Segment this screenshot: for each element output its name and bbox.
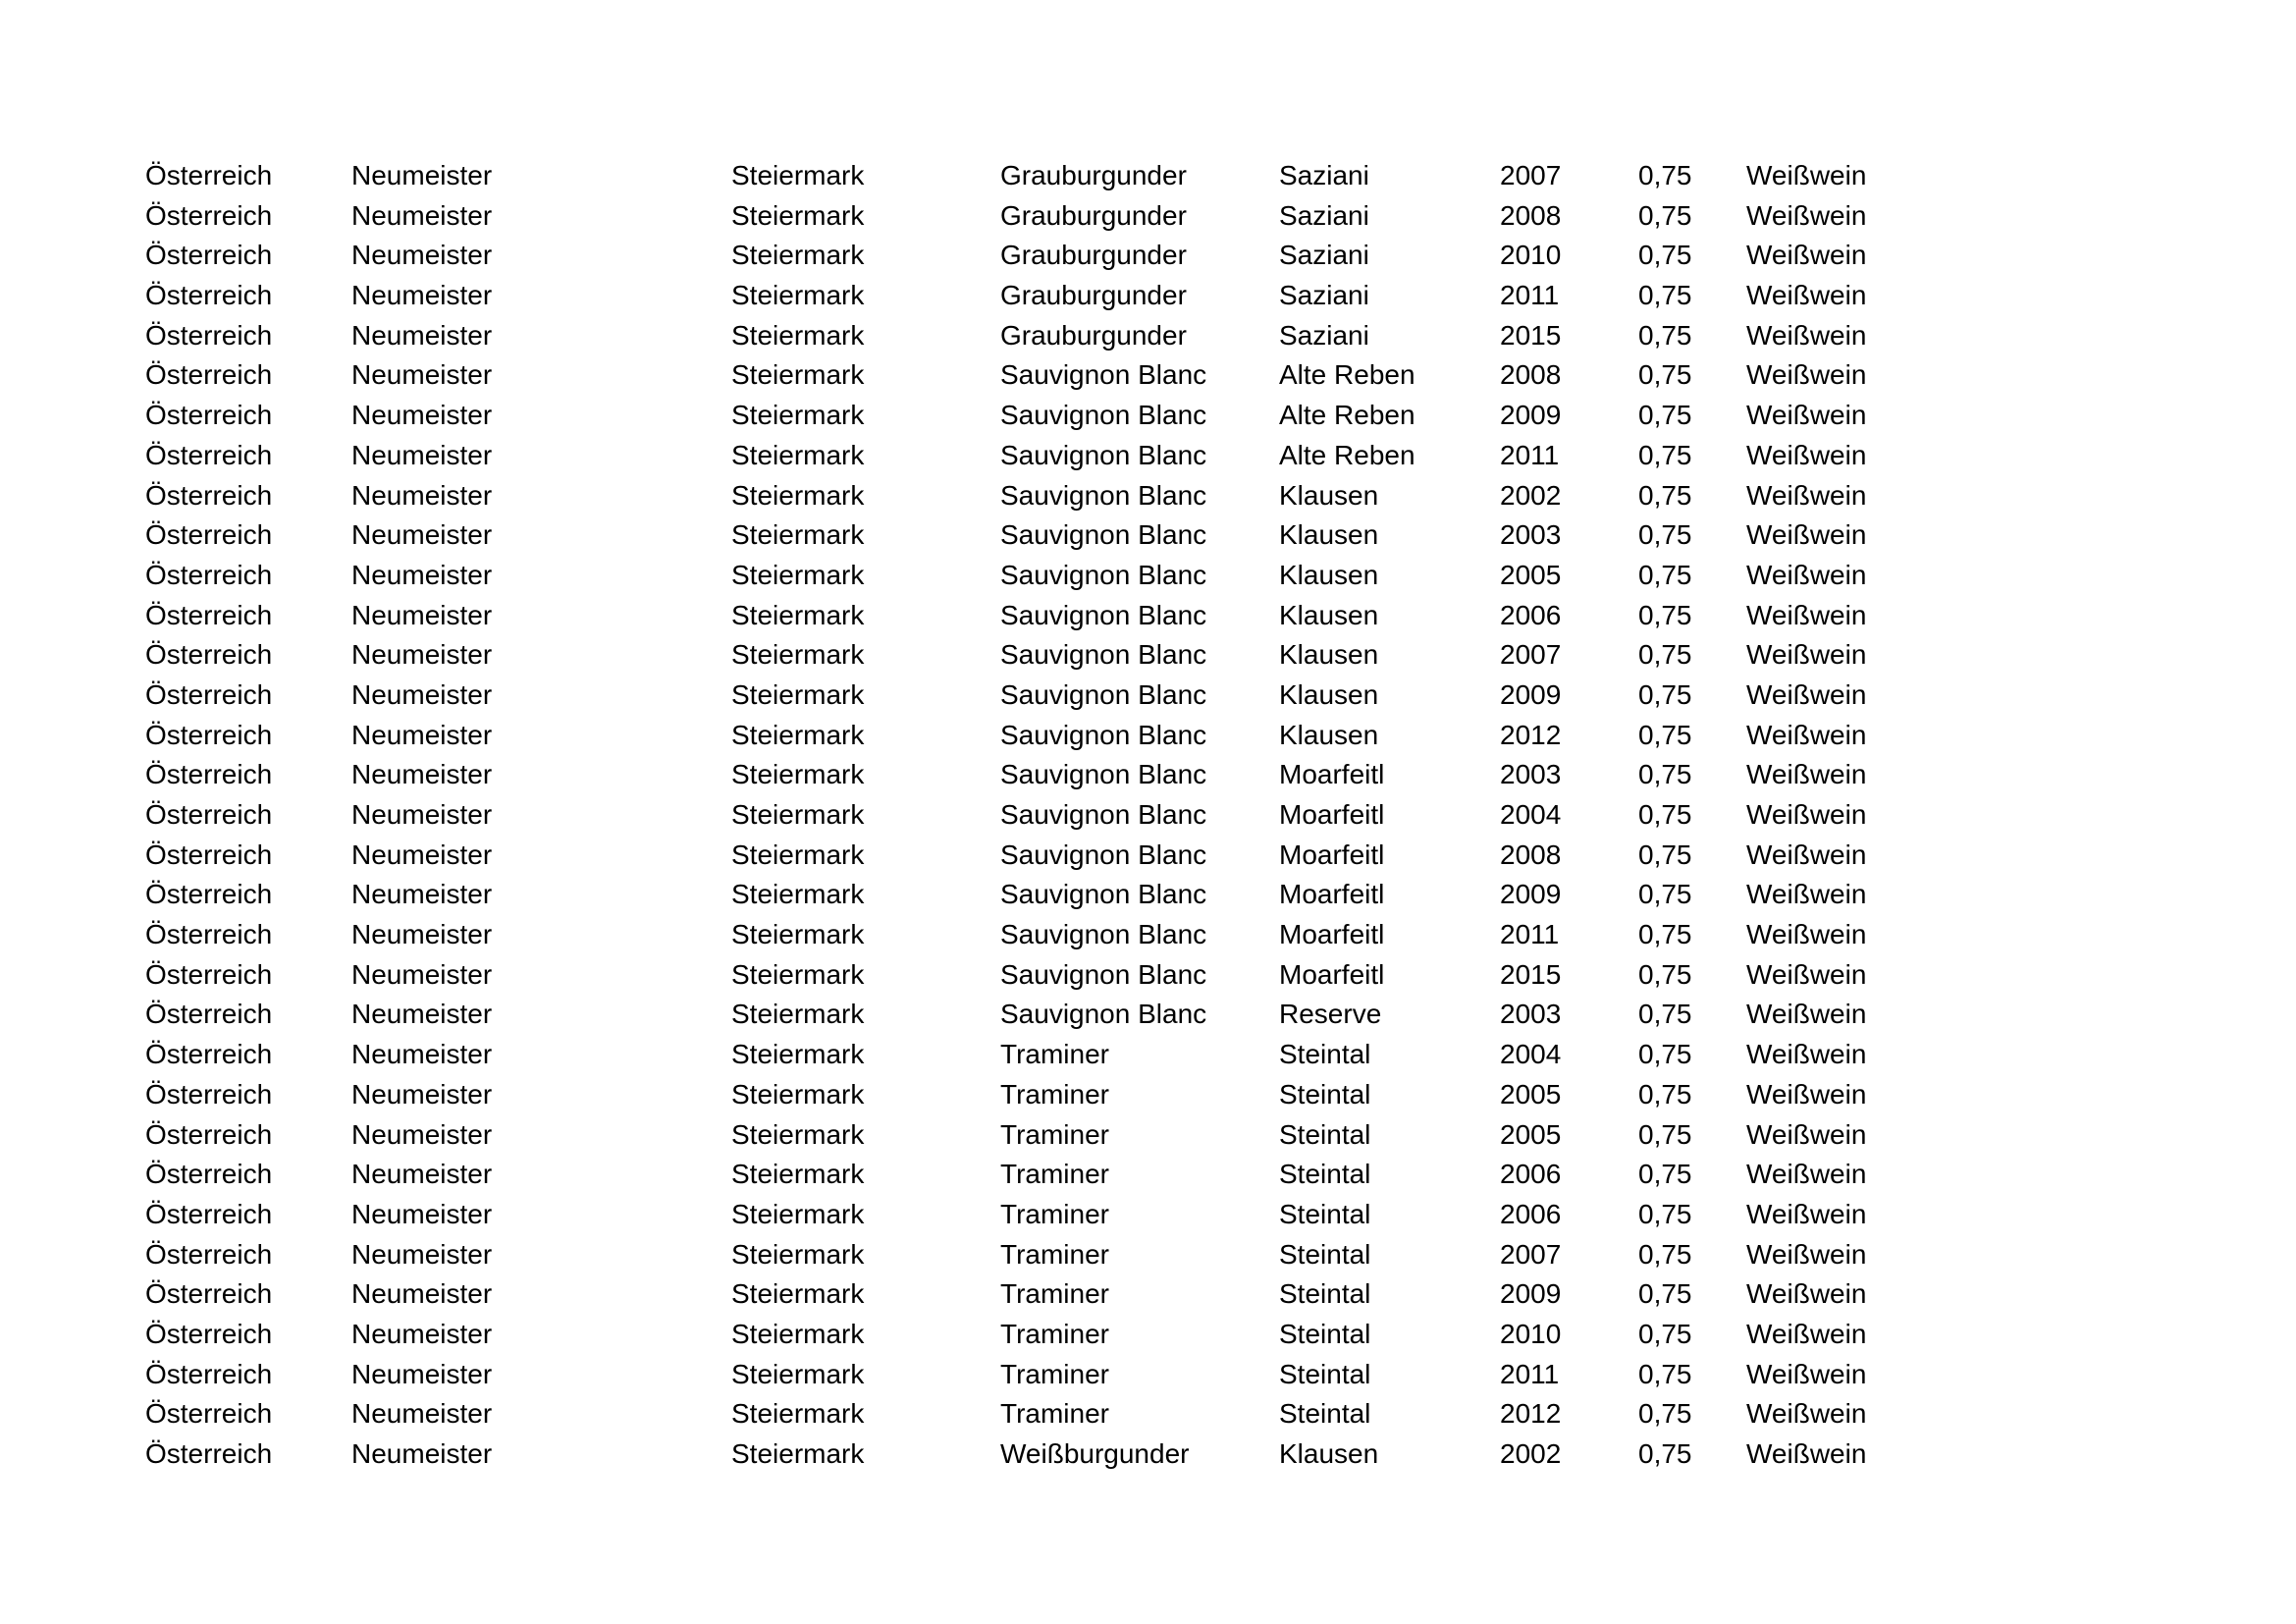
vineyard-cell: Klausen <box>1279 519 1379 551</box>
vintage-cell: 2015 <box>1500 319 1562 351</box>
country-cell: Österreich <box>145 1039 273 1070</box>
grape-variety-cell: Sauvignon Blanc <box>1000 759 1207 790</box>
vineyard-cell: Steintal <box>1279 1238 1371 1270</box>
producer-cell: Neumeister <box>351 1278 493 1310</box>
wine-type-cell: Weißwein <box>1746 1039 1867 1070</box>
vintage-cell: 2006 <box>1500 599 1562 630</box>
region-cell: Steiermark <box>731 160 865 190</box>
table-row <box>145 955 2010 996</box>
table-row <box>145 596 2010 636</box>
grape-variety-cell: Traminer <box>1000 1318 1109 1349</box>
wine-type-cell: Weißwein <box>1746 1159 1867 1190</box>
wine-type-cell: Weißwein <box>1746 559 1867 590</box>
country-cell: Österreich <box>145 1318 273 1349</box>
producer-cell: Neumeister <box>351 999 493 1030</box>
region-cell: Steiermark <box>731 1159 865 1190</box>
producer-cell: Neumeister <box>351 1198 493 1229</box>
vineyard-cell: Klausen <box>1279 639 1379 671</box>
region-cell: Steiermark <box>731 999 865 1030</box>
country-cell: Österreich <box>145 678 273 710</box>
region-cell: Steiermark <box>731 1318 865 1349</box>
vineyard-cell: Klausen <box>1279 559 1379 590</box>
vineyard-cell: Steintal <box>1279 1398 1371 1430</box>
producer-cell: Neumeister <box>351 639 493 671</box>
wine-type-cell: Weißwein <box>1746 479 1867 511</box>
grape-variety-cell: Sauvignon Blanc <box>1000 879 1207 910</box>
vineyard-cell: Steintal <box>1279 1198 1371 1229</box>
country-cell: Österreich <box>145 1278 273 1310</box>
bottle-size-cell: 0,75 <box>1638 519 1692 551</box>
producer-cell: Neumeister <box>351 919 493 950</box>
producer-cell: Neumeister <box>351 400 493 431</box>
bottle-size-cell: 0,75 <box>1638 719 1692 750</box>
grape-variety-cell: Traminer <box>1000 1159 1109 1190</box>
producer-cell: Neumeister <box>351 759 493 790</box>
table-row <box>145 1115 2010 1156</box>
vintage-cell: 2008 <box>1500 359 1562 391</box>
table-row <box>145 676 2010 716</box>
producer-cell: Neumeister <box>351 719 493 750</box>
vineyard-cell: Moarfeitl <box>1279 879 1385 910</box>
bottle-size-cell: 0,75 <box>1638 479 1692 511</box>
vintage-cell: 2009 <box>1500 1278 1562 1310</box>
producer-cell: Neumeister <box>351 1078 493 1110</box>
producer-cell: Neumeister <box>351 839 493 870</box>
bottle-size-cell: 0,75 <box>1638 1358 1692 1389</box>
wine-type-cell: Weißwein <box>1746 240 1867 271</box>
producer-cell: Neumeister <box>351 319 493 351</box>
grape-variety-cell: Traminer <box>1000 1398 1109 1430</box>
wine-type-cell: Weißwein <box>1746 1278 1867 1310</box>
grape-variety-cell: Traminer <box>1000 1278 1109 1310</box>
region-cell: Steiermark <box>731 400 865 431</box>
producer-cell: Neumeister <box>351 799 493 830</box>
wine-type-cell: Weißwein <box>1746 678 1867 710</box>
region-cell: Steiermark <box>731 958 865 990</box>
grape-variety-cell: Sauvignon Blanc <box>1000 639 1207 671</box>
vineyard-cell: Moarfeitl <box>1279 839 1385 870</box>
bottle-size-cell: 0,75 <box>1638 839 1692 870</box>
bottle-size-cell: 0,75 <box>1638 1198 1692 1229</box>
wine-type-cell: Weißwein <box>1746 1398 1867 1430</box>
vintage-cell: 2015 <box>1500 958 1562 990</box>
country-cell: Österreich <box>145 759 273 790</box>
bottle-size-cell: 0,75 <box>1638 400 1692 431</box>
vineyard-cell: Saziani <box>1279 199 1369 231</box>
wine-type-cell: Weißwein <box>1746 639 1867 671</box>
table-row <box>145 1315 2010 1355</box>
country-cell: Österreich <box>145 1159 273 1190</box>
country-cell: Österreich <box>145 439 273 470</box>
country-cell: Österreich <box>145 559 273 590</box>
bottle-size-cell: 0,75 <box>1638 1159 1692 1190</box>
wine-type-cell: Weißwein <box>1746 280 1867 311</box>
region-cell: Steiermark <box>731 1398 865 1430</box>
table-row <box>145 515 2010 556</box>
region-cell: Steiermark <box>731 639 865 671</box>
producer-cell: Neumeister <box>351 599 493 630</box>
bottle-size-cell: 0,75 <box>1638 919 1692 950</box>
bottle-size-cell: 0,75 <box>1638 1398 1692 1430</box>
wine-type-cell: Weißwein <box>1746 1318 1867 1349</box>
vintage-cell: 2005 <box>1500 559 1562 590</box>
vintage-cell: 2010 <box>1500 1318 1562 1349</box>
region-cell: Steiermark <box>731 719 865 750</box>
country-cell: Österreich <box>145 240 273 271</box>
country-cell: Österreich <box>145 1198 273 1229</box>
vineyard-cell: Steintal <box>1279 1159 1371 1190</box>
wine-type-cell: Weißwein <box>1746 400 1867 431</box>
vintage-cell: 2003 <box>1500 519 1562 551</box>
region-cell: Steiermark <box>731 1238 865 1270</box>
country-cell: Österreich <box>145 999 273 1030</box>
vintage-cell: 2002 <box>1500 1438 1562 1469</box>
table-row <box>145 396 2010 436</box>
grape-variety-cell: Grauburgunder <box>1000 319 1187 351</box>
region-cell: Steiermark <box>731 1118 865 1150</box>
table-row <box>145 196 2010 237</box>
region-cell: Steiermark <box>731 1078 865 1110</box>
grape-variety-cell: Traminer <box>1000 1118 1109 1150</box>
vineyard-cell: Steintal <box>1279 1318 1371 1349</box>
grape-variety-cell: Sauvignon Blanc <box>1000 400 1207 431</box>
wine-type-cell: Weißwein <box>1746 1198 1867 1229</box>
country-cell: Österreich <box>145 599 273 630</box>
vineyard-cell: Klausen <box>1279 479 1379 511</box>
table-row <box>145 156 2010 196</box>
producer-cell: Neumeister <box>351 199 493 231</box>
vineyard-cell: Saziani <box>1279 160 1369 190</box>
vineyard-cell: Klausen <box>1279 1438 1379 1469</box>
wine-type-cell: Weißwein <box>1746 319 1867 351</box>
table-row <box>145 1035 2010 1075</box>
region-cell: Steiermark <box>731 199 865 231</box>
country-cell: Österreich <box>145 199 273 231</box>
country-cell: Österreich <box>145 1358 273 1389</box>
vineyard-cell: Klausen <box>1279 678 1379 710</box>
producer-cell: Neumeister <box>351 1118 493 1150</box>
region-cell: Steiermark <box>731 479 865 511</box>
country-cell: Österreich <box>145 160 273 190</box>
table-row <box>145 716 2010 756</box>
region-cell: Steiermark <box>731 1278 865 1310</box>
table-row <box>145 436 2010 476</box>
bottle-size-cell: 0,75 <box>1638 160 1692 190</box>
vineyard-cell: Moarfeitl <box>1279 919 1385 950</box>
region-cell: Steiermark <box>731 319 865 351</box>
bottle-size-cell: 0,75 <box>1638 559 1692 590</box>
bottle-size-cell: 0,75 <box>1638 439 1692 470</box>
grape-variety-cell: Grauburgunder <box>1000 280 1187 311</box>
bottle-size-cell: 0,75 <box>1638 1039 1692 1070</box>
producer-cell: Neumeister <box>351 1039 493 1070</box>
country-cell: Österreich <box>145 1078 273 1110</box>
region-cell: Steiermark <box>731 839 865 870</box>
country-cell: Österreich <box>145 479 273 511</box>
wine-type-cell: Weißwein <box>1746 599 1867 630</box>
table-row <box>145 316 2010 356</box>
bottle-size-cell: 0,75 <box>1638 280 1692 311</box>
vintage-cell: 2009 <box>1500 400 1562 431</box>
bottle-size-cell: 0,75 <box>1638 1078 1692 1110</box>
wine-type-cell: Weißwein <box>1746 839 1867 870</box>
vineyard-cell: Klausen <box>1279 719 1379 750</box>
bottle-size-cell: 0,75 <box>1638 240 1692 271</box>
producer-cell: Neumeister <box>351 439 493 470</box>
wine-type-cell: Weißwein <box>1746 958 1867 990</box>
wine-type-cell: Weißwein <box>1746 759 1867 790</box>
vineyard-cell: Steintal <box>1279 1358 1371 1389</box>
wine-type-cell: Weißwein <box>1746 1358 1867 1389</box>
country-cell: Österreich <box>145 919 273 950</box>
grape-variety-cell: Traminer <box>1000 1238 1109 1270</box>
vineyard-cell: Saziani <box>1279 319 1369 351</box>
table-row <box>145 635 2010 676</box>
bottle-size-cell: 0,75 <box>1638 199 1692 231</box>
vintage-cell: 2011 <box>1500 280 1560 311</box>
grape-variety-cell: Traminer <box>1000 1198 1109 1229</box>
wine-type-cell: Weißwein <box>1746 919 1867 950</box>
grape-variety-cell: Sauvignon Blanc <box>1000 919 1207 950</box>
table-row <box>145 556 2010 596</box>
region-cell: Steiermark <box>731 599 865 630</box>
table-row <box>145 476 2010 516</box>
vineyard-cell: Moarfeitl <box>1279 958 1385 990</box>
grape-variety-cell: Traminer <box>1000 1078 1109 1110</box>
table-row <box>145 355 2010 396</box>
region-cell: Steiermark <box>731 678 865 710</box>
producer-cell: Neumeister <box>351 519 493 551</box>
table-row <box>145 795 2010 836</box>
producer-cell: Neumeister <box>351 1159 493 1190</box>
country-cell: Österreich <box>145 639 273 671</box>
region-cell: Steiermark <box>731 759 865 790</box>
producer-cell: Neumeister <box>351 879 493 910</box>
bottle-size-cell: 0,75 <box>1638 319 1692 351</box>
producer-cell: Neumeister <box>351 678 493 710</box>
vintage-cell: 2012 <box>1500 719 1562 750</box>
grape-variety-cell: Sauvignon Blanc <box>1000 599 1207 630</box>
vineyard-cell: Alte Reben <box>1279 359 1415 391</box>
wine-type-cell: Weißwein <box>1746 359 1867 391</box>
vintage-cell: 2008 <box>1500 839 1562 870</box>
country-cell: Österreich <box>145 519 273 551</box>
table-row <box>145 1235 2010 1275</box>
vintage-cell: 2004 <box>1500 1039 1562 1070</box>
vintage-cell: 2005 <box>1500 1078 1562 1110</box>
bottle-size-cell: 0,75 <box>1638 759 1692 790</box>
grape-variety-cell: Sauvignon Blanc <box>1000 719 1207 750</box>
vineyard-cell: Alte Reben <box>1279 439 1415 470</box>
bottle-size-cell: 0,75 <box>1638 879 1692 910</box>
country-cell: Österreich <box>145 1238 273 1270</box>
producer-cell: Neumeister <box>351 958 493 990</box>
vineyard-cell: Steintal <box>1279 1278 1371 1310</box>
vintage-cell: 2003 <box>1500 999 1562 1030</box>
region-cell: Steiermark <box>731 519 865 551</box>
producer-cell: Neumeister <box>351 359 493 391</box>
table-row <box>145 995 2010 1035</box>
grape-variety-cell: Grauburgunder <box>1000 160 1187 190</box>
country-cell: Österreich <box>145 879 273 910</box>
bottle-size-cell: 0,75 <box>1638 1238 1692 1270</box>
table-row <box>145 755 2010 795</box>
region-cell: Steiermark <box>731 1198 865 1229</box>
country-cell: Österreich <box>145 1118 273 1150</box>
table-row <box>145 915 2010 955</box>
vineyard-cell: Alte Reben <box>1279 400 1415 431</box>
table-row <box>145 1075 2010 1115</box>
vintage-cell: 2009 <box>1500 678 1562 710</box>
bottle-size-cell: 0,75 <box>1638 958 1692 990</box>
vintage-cell: 2012 <box>1500 1398 1562 1430</box>
producer-cell: Neumeister <box>351 1318 493 1349</box>
vineyard-cell: Moarfeitl <box>1279 799 1385 830</box>
vintage-cell: 2011 <box>1500 1358 1560 1389</box>
wine-type-cell: Weißwein <box>1746 160 1867 190</box>
table-row <box>145 1274 2010 1315</box>
region-cell: Steiermark <box>731 1039 865 1070</box>
country-cell: Österreich <box>145 1438 273 1469</box>
vintage-cell: 2007 <box>1500 639 1562 671</box>
producer-cell: Neumeister <box>351 240 493 271</box>
country-cell: Österreich <box>145 280 273 311</box>
vintage-cell: 2008 <box>1500 199 1562 231</box>
country-cell: Österreich <box>145 319 273 351</box>
table-row <box>145 236 2010 276</box>
producer-cell: Neumeister <box>351 1438 493 1469</box>
region-cell: Steiermark <box>731 879 865 910</box>
bottle-size-cell: 0,75 <box>1638 1278 1692 1310</box>
vintage-cell: 2005 <box>1500 1118 1562 1150</box>
vintage-cell: 2009 <box>1500 879 1562 910</box>
producer-cell: Neumeister <box>351 1398 493 1430</box>
region-cell: Steiermark <box>731 559 865 590</box>
vintage-cell: 2010 <box>1500 240 1562 271</box>
wine-type-cell: Weißwein <box>1746 719 1867 750</box>
producer-cell: Neumeister <box>351 479 493 511</box>
country-cell: Österreich <box>145 359 273 391</box>
vintage-cell: 2002 <box>1500 479 1562 511</box>
country-cell: Österreich <box>145 839 273 870</box>
vintage-cell: 2006 <box>1500 1198 1562 1229</box>
wine-type-cell: Weißwein <box>1746 1438 1867 1469</box>
table-row <box>145 276 2010 316</box>
country-cell: Österreich <box>145 958 273 990</box>
vintage-cell: 2007 <box>1500 1238 1562 1270</box>
region-cell: Steiermark <box>731 280 865 311</box>
grape-variety-cell: Grauburgunder <box>1000 240 1187 271</box>
country-cell: Österreich <box>145 400 273 431</box>
producer-cell: Neumeister <box>351 280 493 311</box>
region-cell: Steiermark <box>731 1358 865 1389</box>
country-cell: Österreich <box>145 719 273 750</box>
table-row <box>145 1435 2010 1475</box>
bottle-size-cell: 0,75 <box>1638 1438 1692 1469</box>
grape-variety-cell: Traminer <box>1000 1358 1109 1389</box>
bottle-size-cell: 0,75 <box>1638 639 1692 671</box>
table-row <box>145 1355 2010 1395</box>
wine-type-cell: Weißwein <box>1746 1118 1867 1150</box>
region-cell: Steiermark <box>731 359 865 391</box>
grape-variety-cell: Sauvignon Blanc <box>1000 799 1207 830</box>
grape-variety-cell: Grauburgunder <box>1000 199 1187 231</box>
vineyard-cell: Klausen <box>1279 599 1379 630</box>
producer-cell: Neumeister <box>351 160 493 190</box>
vineyard-cell: Steintal <box>1279 1118 1371 1150</box>
grape-variety-cell: Sauvignon Blanc <box>1000 999 1207 1030</box>
region-cell: Steiermark <box>731 240 865 271</box>
producer-cell: Neumeister <box>351 1238 493 1270</box>
grape-variety-cell: Sauvignon Blanc <box>1000 439 1207 470</box>
country-cell: Österreich <box>145 799 273 830</box>
producer-cell: Neumeister <box>351 559 493 590</box>
bottle-size-cell: 0,75 <box>1638 999 1692 1030</box>
bottle-size-cell: 0,75 <box>1638 678 1692 710</box>
table-row <box>145 836 2010 876</box>
vineyard-cell: Steintal <box>1279 1039 1371 1070</box>
table-row <box>145 1394 2010 1435</box>
grape-variety-cell: Weißburgunder <box>1000 1438 1190 1469</box>
wine-type-cell: Weißwein <box>1746 1078 1867 1110</box>
country-cell: Österreich <box>145 1398 273 1430</box>
wine-type-cell: Weißwein <box>1746 799 1867 830</box>
vintage-cell: 2011 <box>1500 439 1560 470</box>
bottle-size-cell: 0,75 <box>1638 799 1692 830</box>
vineyard-cell: Steintal <box>1279 1078 1371 1110</box>
vineyard-cell: Saziani <box>1279 240 1369 271</box>
grape-variety-cell: Sauvignon Blanc <box>1000 479 1207 511</box>
vineyard-cell: Saziani <box>1279 280 1369 311</box>
region-cell: Steiermark <box>731 439 865 470</box>
wine-type-cell: Weißwein <box>1746 1238 1867 1270</box>
grape-variety-cell: Sauvignon Blanc <box>1000 519 1207 551</box>
vintage-cell: 2004 <box>1500 799 1562 830</box>
vintage-cell: 2003 <box>1500 759 1562 790</box>
producer-cell: Neumeister <box>351 1358 493 1389</box>
wine-type-cell: Weißwein <box>1746 439 1867 470</box>
grape-variety-cell: Sauvignon Blanc <box>1000 678 1207 710</box>
region-cell: Steiermark <box>731 799 865 830</box>
wine-type-cell: Weißwein <box>1746 999 1867 1030</box>
vineyard-cell: Moarfeitl <box>1279 759 1385 790</box>
wine-type-cell: Weißwein <box>1746 519 1867 551</box>
grape-variety-cell: Sauvignon Blanc <box>1000 839 1207 870</box>
table-row <box>145 1155 2010 1195</box>
bottle-size-cell: 0,75 <box>1638 1118 1692 1150</box>
region-cell: Steiermark <box>731 919 865 950</box>
table-row <box>145 875 2010 915</box>
wine-list-table <box>145 156 2010 1475</box>
region-cell: Steiermark <box>731 1438 865 1469</box>
bottle-size-cell: 0,75 <box>1638 359 1692 391</box>
grape-variety-cell: Sauvignon Blanc <box>1000 958 1207 990</box>
bottle-size-cell: 0,75 <box>1638 599 1692 630</box>
grape-variety-cell: Sauvignon Blanc <box>1000 359 1207 391</box>
vintage-cell: 2011 <box>1500 919 1560 950</box>
grape-variety-cell: Sauvignon Blanc <box>1000 559 1207 590</box>
table-row <box>145 1195 2010 1235</box>
vintage-cell: 2007 <box>1500 160 1562 190</box>
vintage-cell: 2006 <box>1500 1159 1562 1190</box>
wine-type-cell: Weißwein <box>1746 199 1867 231</box>
bottle-size-cell: 0,75 <box>1638 1318 1692 1349</box>
wine-type-cell: Weißwein <box>1746 879 1867 910</box>
grape-variety-cell: Traminer <box>1000 1039 1109 1070</box>
vineyard-cell: Reserve <box>1279 999 1382 1030</box>
